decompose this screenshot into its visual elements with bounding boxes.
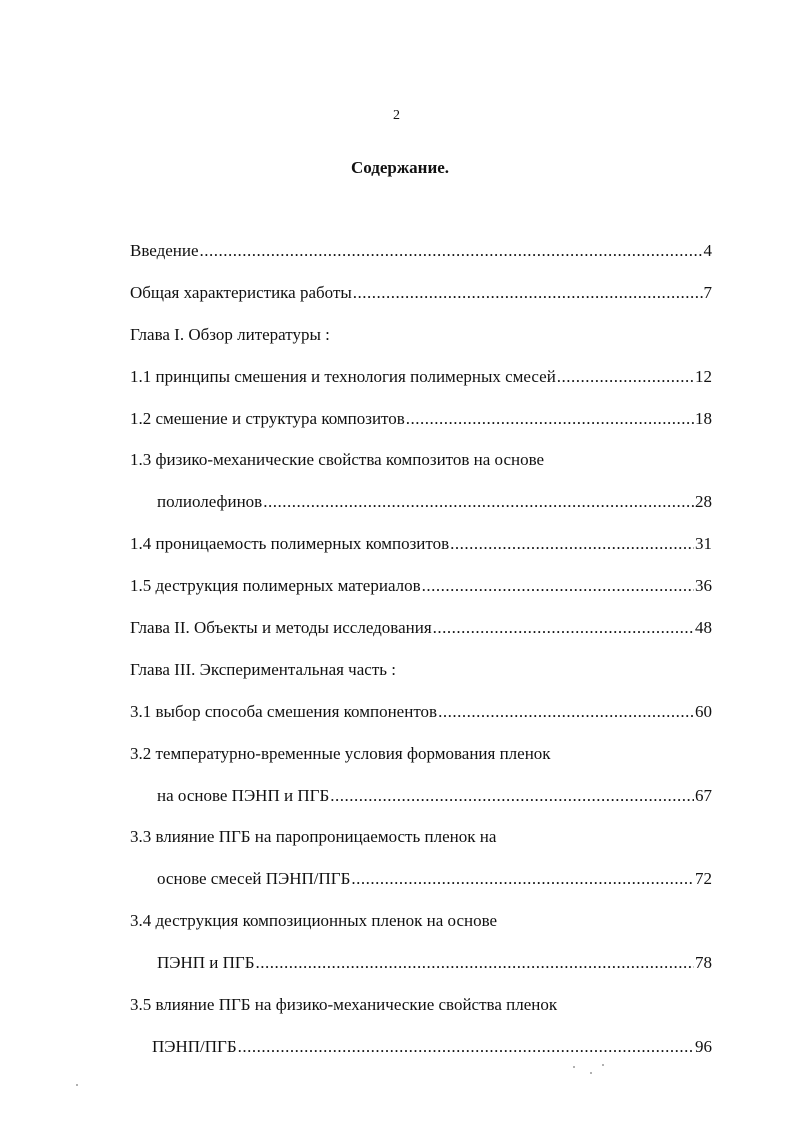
toc-entry-general	[130, 279, 712, 321]
scan-speck	[590, 1072, 592, 1074]
toc-entry-page: 31	[695, 534, 712, 554]
toc-entry-page: 36	[695, 576, 712, 596]
toc-leader-dots	[422, 572, 694, 600]
toc-entry-page: 28	[695, 492, 712, 512]
toc-entry-1-2	[130, 405, 712, 447]
toc-entry-3-3	[130, 823, 712, 865]
toc-entry-page: 72	[695, 869, 712, 889]
toc-entry-page: 96	[695, 1036, 712, 1056]
scan-speck	[573, 1066, 575, 1068]
toc-entry-text: Глава I. Обзор литературы :	[130, 324, 330, 344]
toc-entry-text: Общая характеристика работы	[130, 282, 352, 302]
toc-leader-dots	[450, 530, 694, 558]
toc-entry-text: ПЭНП/ПГБ	[152, 1036, 237, 1056]
toc-entry-text: 3.1 выбор способа смешения компонентов	[130, 701, 438, 721]
toc-chapter-1	[130, 321, 712, 363]
toc-entry-page: 78	[695, 953, 712, 973]
toc-entry-3-2	[130, 740, 712, 782]
toc-leader-dots	[406, 405, 694, 433]
toc-leader-dots	[238, 1033, 694, 1061]
toc-leader-dots	[330, 782, 694, 810]
toc-entry-3-5-cont	[130, 1033, 712, 1075]
toc-entry-3-4	[130, 907, 712, 949]
toc-chapter-3	[130, 656, 712, 698]
toc-entry-1-4	[130, 530, 712, 572]
toc-entry-page: 18	[695, 408, 712, 428]
page-number: 2	[393, 108, 400, 123]
toc-entry-page: 67	[695, 785, 712, 805]
toc-entry-3-3-cont	[130, 865, 712, 907]
toc-entry-text: Глава III. Экспериментальная часть :	[130, 659, 396, 679]
toc-leader-dots	[353, 279, 703, 307]
toc-entry-page: 48	[695, 618, 712, 638]
toc-entry-page: 4	[703, 241, 712, 260]
toc-entry-page: 7	[703, 282, 712, 302]
toc-entry-text: 1.4 проницаемость полимерных композитов	[130, 534, 450, 554]
toc-leader-dots	[433, 614, 694, 642]
toc-entry-text: 1.3 физико-механические свойства композитов на основе	[130, 450, 545, 470]
toc-entry-1-5	[130, 572, 712, 614]
toc-leader-dots	[200, 237, 703, 265]
scan-speck	[76, 1084, 78, 1086]
toc-entry-text: 1.2 смешение и структура композитов	[130, 408, 405, 428]
toc-entry-3-2-cont	[130, 782, 712, 824]
toc-leader-dots	[557, 363, 694, 391]
toc-entry-text: 1.5 деструкция полимерных материалов	[130, 576, 421, 596]
table-of-contents	[130, 237, 712, 1075]
page-title: Содержание.	[350, 158, 450, 177]
toc-entry-1-3	[130, 446, 712, 488]
toc-entry-1-3-cont	[130, 488, 712, 530]
toc-entry-text: полиолефинов	[157, 492, 263, 512]
toc-entry-text: 3.2 температурно-временные условия формования пленок	[130, 743, 551, 763]
toc-entry-text: основе смесей ПЭНП/ПГБ	[157, 869, 351, 889]
toc-entry-text: ПЭНП и ПГБ	[157, 953, 255, 973]
toc-entry-text: 1.1 принципы смешения и технология полимерных смесей	[130, 366, 556, 386]
toc-entry-3-5	[130, 991, 712, 1033]
toc-chapter-2	[130, 614, 712, 656]
toc-leader-dots	[438, 698, 694, 726]
toc-entry-introduction	[130, 237, 712, 279]
toc-leader-dots	[351, 865, 694, 893]
scan-speck	[602, 1064, 604, 1066]
toc-entry-text: на основе ПЭНП и ПГБ	[157, 785, 330, 805]
toc-entry-text: Глава II. Объекты и методы исследования	[130, 618, 432, 638]
toc-entry-text: 3.5 влияние ПГБ на физико-механические свойства пленок	[130, 995, 558, 1015]
toc-entry-text: Введение	[130, 241, 199, 260]
toc-entry-3-1	[130, 698, 712, 740]
toc-entry-1-1	[130, 363, 712, 405]
toc-entry-3-4-cont	[130, 949, 712, 991]
toc-entry-text: 3.3 влияние ПГБ на паропроницаемость пленок на	[130, 827, 497, 847]
toc-entry-page: 60	[695, 701, 712, 721]
toc-entry-text: 3.4 деструкция композиционных пленок на основе	[130, 911, 498, 931]
toc-leader-dots	[263, 488, 694, 516]
toc-entry-page: 12	[695, 366, 712, 386]
toc-leader-dots	[256, 949, 694, 977]
